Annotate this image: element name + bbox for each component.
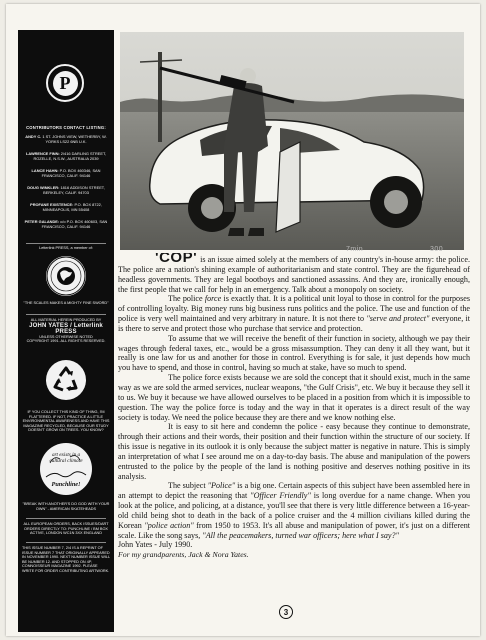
badge-text: art exists in a cultural climate xyxy=(49,452,83,464)
sidebar-divider xyxy=(26,314,106,315)
recycle-icon xyxy=(46,360,86,400)
page-number: 3 xyxy=(279,605,293,619)
paragraph: The police force exists because we are sold the concept that it should exist, much in the same way as we are sold the armed services, nuclear weapons, "the Gulf Crisis", etc. We buy it because they sell it to us. We buy it because we have allowed ourselves to be placed in a position from which it is impossible to question. The way the police force is today and the way in that it operates is a direct result of the way society is today. We need the police because they are there and we know nothing else. xyxy=(118,373,470,422)
logo-letter: P xyxy=(53,71,78,96)
recycle-note: IF YOU COLLECT THIS KIND OF THING, I'M FLATTERED. IF NOT, PRACTICE A LITTLE ENVIRONMENTAL AWARENESS AND HAVE THIS MAGAZINE RECYCLED, BECAUSE OUR STUDY DOESN'T GROW ON TREES. YOU KNOW? xyxy=(22,410,110,433)
byline: John Yates - July 1990. xyxy=(118,540,193,550)
cop-photo xyxy=(120,32,464,250)
contributor-entry: PETER GALANDE: c/o P.O. BOX 460603, SAN FRANCISCO, CALIF. 94146 xyxy=(24,219,108,229)
contributor-entry: PROFANE EXISTENCE: P.O. BOX 8722, MINNEAPOLIS, MN 55408 xyxy=(30,202,102,212)
sidebar-divider xyxy=(26,243,106,244)
sidebar xyxy=(18,30,114,632)
badge-word: Punchline! xyxy=(51,481,81,488)
bleed-through-text: 300 xyxy=(430,246,444,253)
sidebar-divider xyxy=(26,542,106,543)
article-lede: 'COP' is an issue aimed solely at the members of any country's in-house army: the police. The police are a nation's shining example of authoritarianism and state control. They are the figurehead of headless governments. They are legal bootboys and sanctioned assassins. And they are, ironically enough, the first people that we call for help in an emergency. Talk about a monopoly on society. xyxy=(118,253,470,294)
sidebar-divider xyxy=(26,518,106,519)
contributor-entry: DOUG WINKLER: 1816 ADDISON STREET, BERKELEY, CALIF. 94703 xyxy=(27,185,105,195)
globe-badge-icon xyxy=(46,256,86,296)
contributor-entry: LAWRENCE FINN: 2/416 DARLING STREET, ROZELLE, N.S.W., AUSTRALIA 2039 xyxy=(25,151,106,161)
article-body xyxy=(118,253,470,598)
bleed-through-text: 7min xyxy=(346,246,364,253)
headline: 'COP' xyxy=(155,253,198,266)
slogan: "BREAK WITH ANOTHER'S DO GOD WITH YOUR OWN" - AMERICAN SKATEHEADS xyxy=(22,502,110,511)
issue-footnote: THIS ISSUE NUMBER 7, 2/4 IS A REPRINT OF ISSUE NUMBER 7 THAT ORIGINALLY APPEARED IN NOVEMBER 1990. NEXT NUMBER ISSUE WILL BE NUMBER 12. AND STOPPED ON 4P, CONNOISSEUR MAGAZINE 1992. PLEASE WRITE FOR ORDER CONTRIBUTING ARTWORK. xyxy=(22,546,110,573)
paragraph: It is easy to sit here and condemn the police - easy because they continue to demonstrate, through their actions and their words, their position and their function within the structure of our society. If this issue is negative in its outlook it is only because the subject matter is negative in nature. This is simply an interpretation of what I see around me on a day-to-day basis. The abuse and manipulation of the powers entrusted to the police by the people of the land is nothing positive and deserves nothing positive in its analysis. xyxy=(118,422,470,481)
contributor-entry: LANCE HAHN: P.O. BOX 460346, SAN FRANCISCO, CALIF. 94146 xyxy=(31,168,101,178)
badge-slogan: "THE SCALES MAKES A MIGHTY FINE SWORD" xyxy=(23,301,109,305)
dedication: For my grandparents, Jack & Nora Yates. xyxy=(118,550,249,560)
paragraph: The police force is exactly that. It is a political unit loyal to those in control for the purposes of controlling loyalty. Big money runs big business runs politics and the police. The use and function of the police is very well maintained and very arbitrary in nature. It is not there to "serve and protect" everyone, it is there to serve and protect those who purchase that service and protection. xyxy=(118,294,470,333)
contributors-heading: CONTRIBUTORS CONTACT LISTING: xyxy=(26,125,106,130)
orders-note: ALL EUROPEAN ORDERS, BACK ISSUES/DART ORDERS DIRECTLY TO: PUNCHLINE / BM BOX ACTIVE, LONDON WC1N 3XX ENGLAND xyxy=(23,522,109,536)
member-note: Letterlink PRESS, a member of: xyxy=(39,246,93,250)
art-exists-badge xyxy=(40,443,92,495)
credits-block: ALL MATERIAL HEREIN PRODUCED BY JOHN YATES / Letterlink PRESS UNLESS OTHERWISE NOTED COPYRIGHT 1991. ALL RIGHTS RESERVED. xyxy=(26,318,106,344)
contributor-entry: ANDY C. 1 ST. JOHNS VIEW, WETHERBY, W. YORKS LS22 6NB U.K. xyxy=(25,134,107,144)
paragraph: The subject "Police" is a big one. Certain aspects of this subject have been assembled here in an attempt to depict the reasoning that "Officer Friendly" is long overdue for a name change. When you look at the police, and policing, at a distance, you'll see that there is very little difference between a 16-year-old child being shot to death in the back of a police cruiser and the 4 million civilians killed during the Korean "police action" from 1950 to 1953. It's all abuse and manipulation of power, it's just on a different scale. Like the song says, "All the peacemakers, turned war officers; here what I say?" xyxy=(118,481,470,540)
punchline-p-logo xyxy=(46,64,84,102)
paragraph: To assume that we will receive the benefit of their function in society, although we pay their wages through federal taxes, etc., would be a gross misassumption. They can deny it all they want, but it really is one law for us and another for those in control. Everything is for sale, it just depends how much you have to spend, and those in control, having so much at stake, have so much to spend. xyxy=(118,333,470,373)
